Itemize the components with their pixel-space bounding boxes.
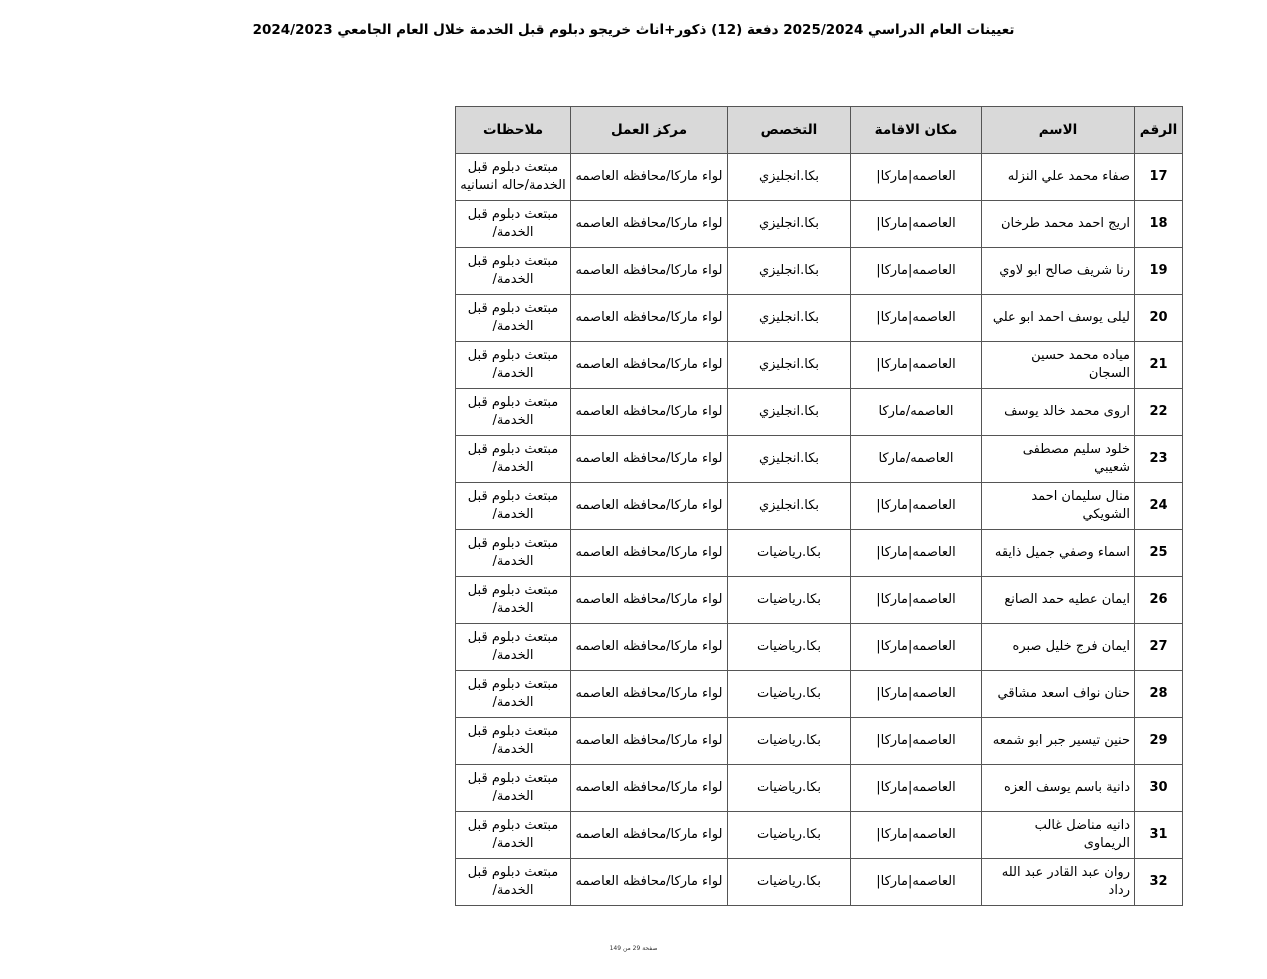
cell-specialty: بكا.رياضيات [728,765,851,812]
document-title [0,22,1267,38]
cell-specialty: بكا.انجليزي [728,295,851,342]
cell-num: 31 [1135,812,1183,859]
cell-specialty: بكا.انجليزي [728,483,851,530]
cell-notes: مبتعث دبلوم قبل الخدمة/ [456,342,571,389]
cell-residence: العاصمه|ماركا| [851,248,982,295]
cell-specialty: بكا.رياضيات [728,624,851,671]
cell-num: 27 [1135,624,1183,671]
cell-workplace: لواء ماركا/محافظه العاصمه [571,530,728,577]
cell-name: مياده محمد حسين السجان [982,342,1135,389]
cell-notes: مبتعث دبلوم قبل الخدمة/ [456,530,571,577]
cell-workplace: لواء ماركا/محافظه العاصمه [571,624,728,671]
cell-notes: مبتعث دبلوم قبل الخدمة/حاله انسانيه [456,154,571,201]
cell-num: 26 [1135,577,1183,624]
cell-residence: العاصمه|ماركا| [851,671,982,718]
cell-specialty: بكا.رياضيات [728,812,851,859]
cell-num: 32 [1135,859,1183,906]
header-specialty: التخصص [728,107,851,154]
cell-name: اروى محمد خالد يوسف [982,389,1135,436]
cell-residence: العاصمه/ماركا [851,436,982,483]
cell-name: صفاء محمد علي النزله [982,154,1135,201]
cell-name: دانيه مناضل غالب الريماوى [982,812,1135,859]
cell-name: اريج احمد محمد طرخان [982,201,1135,248]
table-row [456,154,1183,201]
cell-num: 28 [1135,671,1183,718]
cell-workplace: لواء ماركا/محافظه العاصمه [571,389,728,436]
cell-specialty: بكا.انجليزي [728,342,851,389]
cell-residence: العاصمه|ماركا| [851,624,982,671]
header-num: الرقم [1135,107,1183,154]
cell-num: 17 [1135,154,1183,201]
table-row [456,812,1183,859]
cell-name: ليلى يوسف احمد ابو علي [982,295,1135,342]
page-footer: صفحة 29 من 149 [609,945,658,952]
cell-workplace: لواء ماركا/محافظه العاصمه [571,201,728,248]
cell-name: رنا شريف صالح ابو لاوي [982,248,1135,295]
cell-num: 20 [1135,295,1183,342]
header-residence: مكان الاقامة [851,107,982,154]
header-notes: ملاحظات [456,107,571,154]
table-row [456,342,1183,389]
cell-residence: العاصمه|ماركا| [851,577,982,624]
cell-num: 22 [1135,389,1183,436]
cell-name: اسماء وصفي جميل ذايقه [982,530,1135,577]
cell-residence: العاصمه|ماركا| [851,718,982,765]
table-row [456,671,1183,718]
cell-notes: مبتعث دبلوم قبل الخدمة/ [456,859,571,906]
cell-workplace: لواء ماركا/محافظه العاصمه [571,671,728,718]
cell-notes: مبتعث دبلوم قبل الخدمة/ [456,671,571,718]
cell-residence: العاصمه|ماركا| [851,859,982,906]
cell-notes: مبتعث دبلوم قبل الخدمة/ [456,577,571,624]
cell-notes: مبتعث دبلوم قبل الخدمة/ [456,812,571,859]
cell-name: حنين تيسير جبر ابو شمعه [982,718,1135,765]
appointments-table [455,106,1183,906]
table-row [456,248,1183,295]
cell-num: 18 [1135,201,1183,248]
cell-num: 19 [1135,248,1183,295]
cell-notes: مبتعث دبلوم قبل الخدمة/ [456,295,571,342]
cell-name: روان عبد القادر عبد الله رداد [982,859,1135,906]
cell-residence: العاصمه|ماركا| [851,342,982,389]
cell-num: 25 [1135,530,1183,577]
cell-notes: مبتعث دبلوم قبل الخدمة/ [456,248,571,295]
cell-residence: العاصمه|ماركا| [851,530,982,577]
table-row [456,765,1183,812]
table-row [456,624,1183,671]
cell-workplace: لواء ماركا/محافظه العاصمه [571,248,728,295]
table-row [456,201,1183,248]
cell-notes: مبتعث دبلوم قبل الخدمة/ [456,436,571,483]
cell-residence: العاصمه|ماركا| [851,765,982,812]
cell-workplace: لواء ماركا/محافظه العاصمه [571,718,728,765]
header-row [456,107,1183,154]
cell-name: ايمان فرج خليل صبره [982,624,1135,671]
cell-notes: مبتعث دبلوم قبل الخدمة/ [456,483,571,530]
cell-specialty: بكا.رياضيات [728,577,851,624]
cell-specialty: بكا.انجليزي [728,389,851,436]
header-name: الاسم [982,107,1135,154]
cell-notes: مبتعث دبلوم قبل الخدمة/ [456,201,571,248]
table-row [456,577,1183,624]
cell-specialty: بكا.رياضيات [728,671,851,718]
cell-workplace: لواء ماركا/محافظه العاصمه [571,577,728,624]
table-row [456,530,1183,577]
cell-num: 24 [1135,483,1183,530]
table-body [456,154,1183,906]
table-row [456,436,1183,483]
cell-workplace: لواء ماركا/محافظه العاصمه [571,154,728,201]
table-row [456,859,1183,906]
cell-workplace: لواء ماركا/محافظه العاصمه [571,295,728,342]
cell-name: خلود سليم مصطفى شعيبي [982,436,1135,483]
cell-specialty: بكا.رياضيات [728,530,851,577]
cell-name: حنان نواف اسعد مشاقي [982,671,1135,718]
cell-residence: العاصمه|ماركا| [851,201,982,248]
cell-specialty: بكا.انجليزي [728,201,851,248]
cell-workplace: لواء ماركا/محافظه العاصمه [571,483,728,530]
cell-workplace: لواء ماركا/محافظه العاصمه [571,342,728,389]
cell-num: 23 [1135,436,1183,483]
header-workplace: مركز العمل [571,107,728,154]
cell-residence: العاصمه|ماركا| [851,812,982,859]
cell-specialty: بكا.رياضيات [728,718,851,765]
cell-num: 30 [1135,765,1183,812]
cell-workplace: لواء ماركا/محافظه العاصمه [571,812,728,859]
table-row [456,483,1183,530]
cell-notes: مبتعث دبلوم قبل الخدمة/ [456,624,571,671]
cell-name: ايمان عطيه حمد الصانع [982,577,1135,624]
cell-specialty: بكا.انجليزي [728,154,851,201]
table-row [456,295,1183,342]
cell-notes: مبتعث دبلوم قبل الخدمة/ [456,389,571,436]
cell-specialty: بكا.انجليزي [728,248,851,295]
cell-workplace: لواء ماركا/محافظه العاصمه [571,859,728,906]
table-header [456,107,1183,154]
cell-workplace: لواء ماركا/محافظه العاصمه [571,765,728,812]
cell-num: 29 [1135,718,1183,765]
cell-residence: العاصمه|ماركا| [851,295,982,342]
document-title-text: تعيينات العام الدراسي 2025/2024 دفعة (12) ذكور+اناث خريجو دبلوم قبل الخدمة خلال العام الجامعي 2024/2023 [252,22,1015,38]
table-row [456,389,1183,436]
cell-residence: العاصمه/ماركا [851,389,982,436]
cell-specialty: بكا.رياضيات [728,859,851,906]
cell-notes: مبتعث دبلوم قبل الخدمة/ [456,718,571,765]
cell-residence: العاصمه|ماركا| [851,154,982,201]
cell-notes: مبتعث دبلوم قبل الخدمة/ [456,765,571,812]
cell-residence: العاصمه|ماركا| [851,483,982,530]
table-row [456,718,1183,765]
cell-name: دانية باسم يوسف العزه [982,765,1135,812]
cell-specialty: بكا.انجليزي [728,436,851,483]
cell-workplace: لواء ماركا/محافظه العاصمه [571,436,728,483]
cell-name: منال سليمان احمد الشويكي [982,483,1135,530]
cell-num: 21 [1135,342,1183,389]
